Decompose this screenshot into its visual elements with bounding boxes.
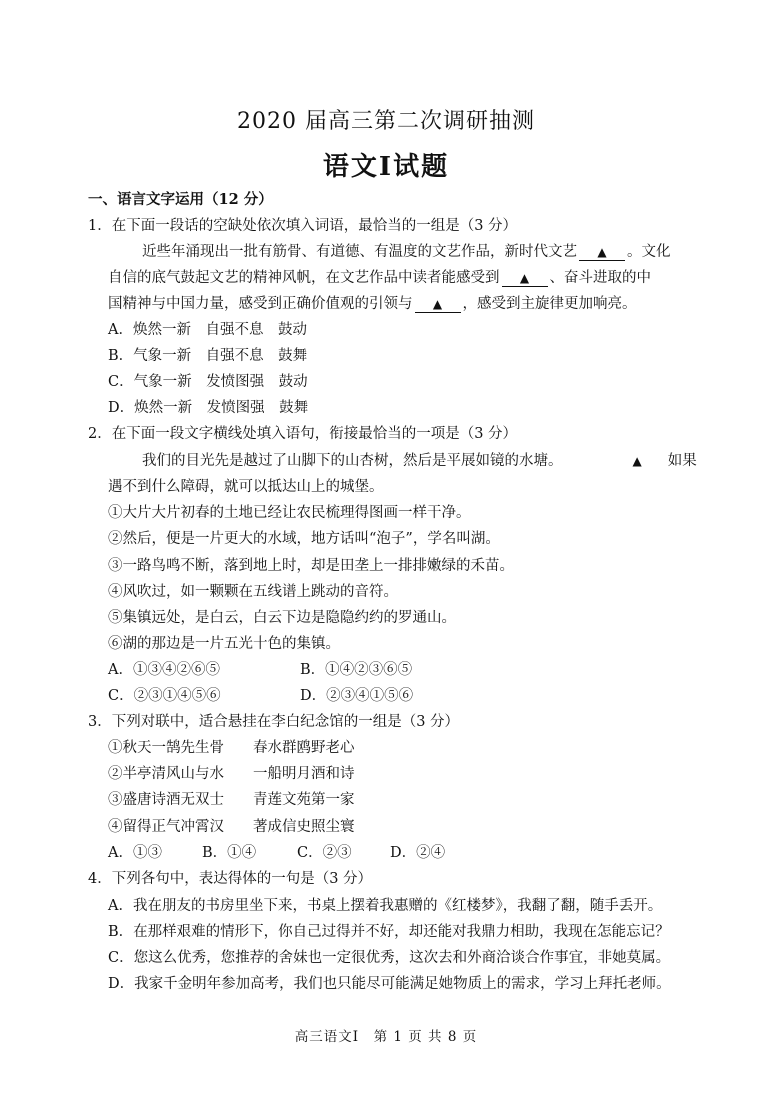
q4-option-d[interactable]: D．我家千金明年参加高考，我们也只能尽可能满足她物质上的需求，学习上拜托老师。: [108, 976, 671, 992]
q3-couplet-4: ④留得正气冲霄汉 著成信史照尘寰: [108, 819, 355, 835]
q2-item-3: ③一路鸟鸣不断，落到地上时，却是田垄上一排排嫩绿的禾苗。: [108, 558, 514, 574]
q2-blank: ▲: [632, 454, 642, 468]
q4-option-a[interactable]: A．我在朋友的书房里坐下来，书桌上摆着我惠赠的《红楼梦》，我翻了翻，随手丢开。: [108, 898, 663, 914]
page-footer: 高三语文Ⅰ 第 1 页 共 8 页: [294, 1029, 478, 1045]
q1-passage-line3: 国精神与中国力量，感受到正确价值观的引领与 ▲ ，感受到主旋律更加响亮。: [108, 296, 637, 312]
q1-passage-line2: 自信的底气鼓起文艺的精神风帆，在文艺作品中读者能感受到 ▲ 、奋斗进取的中: [108, 270, 651, 286]
exam-subtitle: 语文Ⅰ试题: [322, 152, 450, 182]
q4-stem: 4．下列各句中，表达得体的一句是（3 分）: [88, 871, 373, 887]
q4-option-c[interactable]: C．您这么优秀，您推荐的舍妹也一定很优秀，这次去和外商洽谈合作事宜，非她莫属。: [108, 950, 671, 966]
q3-couplet-2: ②半亭清风山与水 一船明月酒和诗: [108, 766, 355, 782]
q2-item-5: ⑤集镇远处，是白云，白云下边是隐隐约约的罗通山。: [108, 610, 456, 626]
q3-option-b[interactable]: B．①④: [202, 845, 257, 861]
q2-option-d[interactable]: D．②③④①⑤⑥: [300, 688, 414, 704]
q2-item-6: ⑥湖的那边是一片五光十色的集镇。: [108, 636, 340, 652]
q1-option-c[interactable]: C．气象一新 发愤图强 鼓动: [108, 374, 308, 390]
q3-option-a[interactable]: A．①③: [108, 845, 162, 861]
q1-blank-2: ▲: [502, 270, 548, 287]
q2-option-b[interactable]: B．①④②③⑥⑤: [300, 662, 413, 678]
q2-item-4: ④风吹过，如一颗颗在五线谱上跳动的音符。: [108, 584, 398, 600]
q3-couplet-3: ③盛唐诗酒无双士 青莲文苑第一家: [108, 792, 355, 808]
q1-option-b[interactable]: B．气象一新 自强不息 鼓舞: [108, 348, 308, 364]
q4-option-b[interactable]: B．在那样艰难的情形下，你自己过得并不好，却还能对我鼎力相助，我现在怎能忘记？: [108, 924, 670, 940]
q1-option-a[interactable]: A．焕然一新 自强不息 鼓动: [108, 322, 307, 338]
q1-passage-line1: 近些年涌现出一批有筋骨、有道德、有温度的文艺作品，新时代文艺 ▲ 。文化: [142, 244, 671, 260]
q2-option-a[interactable]: A．①③④②⑥⑤: [108, 662, 220, 678]
exam-title: 2020 届高三第二次调研抽测: [237, 109, 535, 134]
q1-stem: 1．在下面一段话的空缺处依次填入词语，最恰当的一组是（3 分）: [88, 218, 518, 234]
q2-stem: 2．在下面一段文字横线处填入语句，衔接最恰当的一项是（3 分）: [88, 426, 518, 442]
q2-item-2: ②然后，便是一片更大的水域，地方话叫“泡子”，学名叫湖。: [108, 531, 500, 547]
q3-couplet-1: ①秋天一鹄先生骨 春水群鸥野老心: [108, 740, 355, 756]
q3-option-c[interactable]: C．②③: [297, 845, 352, 861]
q1-blank-1: ▲: [579, 244, 625, 261]
q2-passage-line2: 遇不到什么障碍，就可以抵达山上的城堡。: [108, 479, 384, 495]
q3-stem: 3．下列对联中，适合悬挂在李白纪念馆的一组是（3 分）: [88, 714, 460, 730]
q2-option-c[interactable]: C．②③①④⑤⑥: [108, 688, 221, 704]
q2-item-1: ①大片大片初春的土地已经让农民梳理得图画一样干净。: [108, 505, 471, 521]
section-title: 一、语言文字运用（12 分）: [88, 191, 273, 208]
q1-blank-3: ▲: [415, 296, 461, 313]
q2-passage-line1: 我们的目光先是越过了山脚下的山杏树，然后是平展如镜的水塘。 ▲ 如果: [142, 453, 697, 469]
q3-option-d[interactable]: D．②④: [390, 845, 446, 861]
q1-option-d[interactable]: D．焕然一新 发愤图强 鼓舞: [108, 400, 309, 416]
